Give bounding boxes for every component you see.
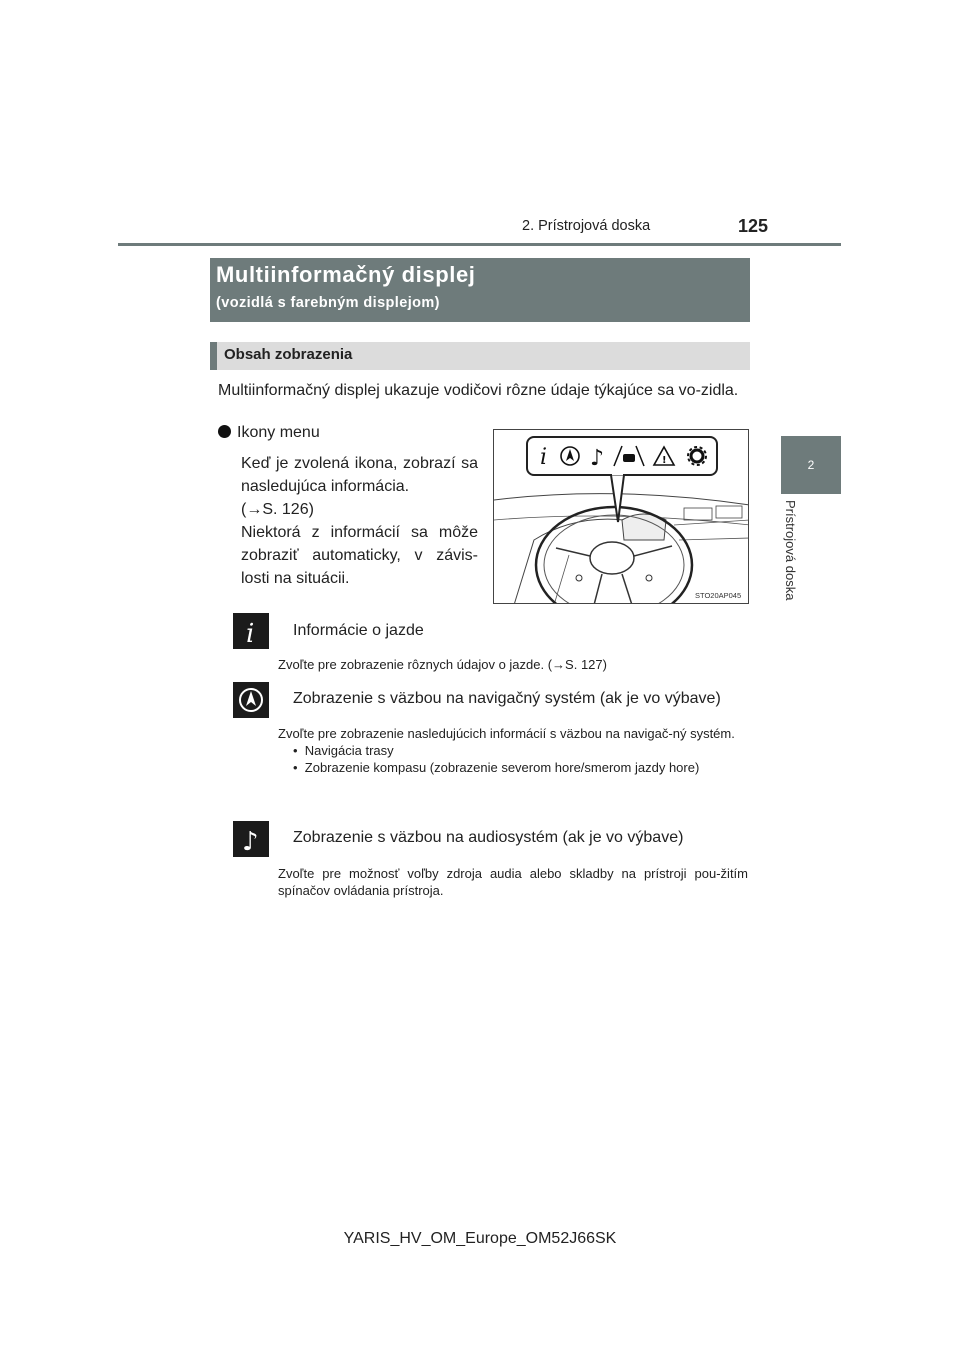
chapter-tab[interactable] <box>781 436 841 494</box>
bullet-text: Navigácia trasy <box>304 743 394 758</box>
navigation-icon <box>233 682 269 718</box>
item-navigation-bullet-2: • Zobrazenie kompasu (zobrazenie severom hore/smerom jazdy hore) <box>293 760 700 775</box>
illustration-code: STO20AP045 <box>695 591 742 600</box>
header-divider <box>118 243 841 246</box>
menu-text-line1: Keď je zvolená ikona, zobrazí sa nasledujúca informácia. <box>241 455 478 495</box>
item-navigation-text: Zvoľte pre zobrazenie nasledujúcich informácií s väzbou na navigač-ný systém. <box>278 726 735 741</box>
menu-text-line3: Niektorá z informácií sa môže zobraziť automaticky, v závis-losti na situácii. <box>241 524 478 587</box>
item-info-label: Informácie o jazde <box>293 622 424 639</box>
document-id: YARIS_HV_OM_Europe_OM52J66SK <box>343 1230 617 1247</box>
menu-icons-text <box>241 452 478 590</box>
chapter-tab-label-wrap <box>783 500 802 620</box>
dashboard-drawing <box>494 430 749 604</box>
subsection-accent <box>210 342 217 370</box>
intro-paragraph: Multiinformačný displej ukazuje vodičovi rôzne údaje týkajúce sa vo-zidla. <box>218 382 739 399</box>
menu-icons-bullet <box>218 424 320 442</box>
subsection-title: Obsah zobrazenia <box>224 346 353 363</box>
item-audio-description: Zvoľte pre možnosť voľby zdroja audia alebo skladby na prístroji pou-žitím spínačov ovládania prístroja. <box>278 866 748 898</box>
svg-text:!: ! <box>662 455 667 466</box>
page-number: 125 <box>738 216 769 236</box>
item-navigation-bullet-1: • Navigácia trasy <box>293 743 394 758</box>
svg-text:i: i <box>540 445 548 470</box>
item-audio-label: Zobrazenie s väzbou na audiosystém (ak je vo výbave) <box>293 829 684 846</box>
menu-icons-heading: Ikony menu <box>237 424 320 441</box>
section-header: 2. Prístrojová doska <box>522 218 651 234</box>
svg-text:♪: ♪ <box>590 446 605 471</box>
item-info-description: Zvoľte pre zobrazenie rôznych údajov o jazde. (→S. 127) <box>278 657 607 672</box>
page-subtitle: (vozidlá s farebným displejom) <box>216 295 440 311</box>
bullet-dot-icon <box>218 425 231 438</box>
dashboard-illustration <box>493 429 749 604</box>
chapter-tab-number: 2 <box>807 458 815 472</box>
info-icon <box>233 613 269 649</box>
svg-text:i: i <box>246 619 255 649</box>
music-note-icon <box>233 821 269 857</box>
chapter-tab-label: Prístrojová doska <box>783 500 798 601</box>
bullet-text: Zobrazenie kompasu (zobrazenie severom hore/smerom jazdy hore) <box>304 760 700 775</box>
item-navigation-description <box>278 725 748 776</box>
svg-text:♪: ♪ <box>242 827 259 857</box>
page-reference-link[interactable]: (→S. 126) <box>241 501 314 518</box>
page-title: Multiinformačný displej <box>216 262 476 287</box>
item-navigation-label: Zobrazenie s väzbou na navigačný systém (ak je vo výbave) <box>293 690 721 707</box>
